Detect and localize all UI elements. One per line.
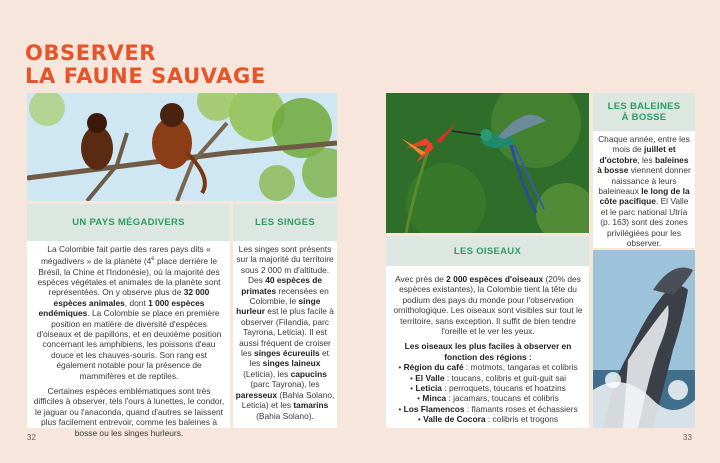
megadivers-paragraph-2: Certaines espèces emblématiques sont très difficiles à observer, tels l'ours à lunettes, le condor, le jaguar ou l'anaconda, quand d'autres se laissent plus facilement entrevoir, comme les baleines à bosse ou les singes hurleurs. bbox=[33, 386, 225, 438]
megadivers-heading: UN PAYS MÉGADIVERS bbox=[27, 204, 230, 241]
oiseaux-paragraph: Avec près de 2 000 espèces d'oiseaux (20% des espèces existantes), la Colombie tient la tête du podium des pays du monde pour l'observation ornithologique. Les oiseaux sont visibles sur tout le territoire, sans exception. Il suffit de bien tendre l'oreille et le ver les yeux. bbox=[393, 274, 583, 337]
singes-text: Les singes sont présents sur la majorité du territoire sous 2 000 m d'altitude. Des 40 espèces de primates recensées en Colombie, le singe hurleur est le plus facile à observer (Filandia, parc Tayrona, Leticia). Il est aussi fréquent de croiser les singes écureuils et les singes laineux (Leticia), les capucins (parc Tayrona), les paresseux (Bahia Solano, Leticia) et les tamarins (Bahia Solano). bbox=[235, 244, 335, 421]
region-item: • Minca : jacamars, toucans et colibris bbox=[417, 393, 559, 404]
region-item: • El Valle : toucans, colibris et guit-guit sai bbox=[409, 372, 567, 383]
region-item: • Valle de Cocora : colibris et trogons bbox=[417, 414, 559, 425]
region-item: • Leticia : perroquets, toucans et hoatzins bbox=[410, 383, 566, 394]
page-number-left: 32 bbox=[27, 433, 36, 442]
page-title bbox=[25, 42, 266, 88]
hummingbird-photo bbox=[386, 93, 589, 233]
title-line-1: OBSERVER bbox=[25, 41, 157, 65]
megadivers-paragraph-1: La Colombie fait partie des rares pays dits « mégadivers » de la planète (4e place derrière le Brésil, la Chine et l'Indonésie), où la majorité des espèces végétales et animales de la planète sont représentées. On y observe plus de 32 000 espèces animales, dont 1 000 espèces endémiques. La Colombie se place en première position en matière de diversité d'espèces d'oiseaux et de papillons, et en deuxième position concernant les amphibiens, les poissons d'eau douce et les chauves-souris. Son rang est également notable pour la présence de mammifères et de reptiles. bbox=[36, 244, 222, 381]
oiseaux-region-list bbox=[390, 362, 586, 424]
page-number-right: 33 bbox=[683, 433, 692, 442]
singes-heading: LES SINGES bbox=[233, 204, 337, 241]
oiseaux-text bbox=[390, 274, 586, 425]
oiseaux-intro: Les oiseaux les plus faciles à observer en fonction des régions : bbox=[404, 341, 572, 362]
baleines-heading: LES BALEINES À BOSSE bbox=[593, 93, 695, 131]
megadivers-text bbox=[33, 244, 225, 443]
region-item: • Région du café : motmots, tangaras et colibris bbox=[398, 362, 578, 373]
humpback-whale-photo bbox=[593, 250, 695, 428]
baleines-text: Chaque année, entre les mois de juillet et d'octobre, les baleines à bosse viennent donner naissance à leurs baleineaux le long de la côte pacifique. El Valle et le parc national Utría (p. 163) sont des zones privilégiées pour les observer. bbox=[597, 134, 691, 249]
howler-monkeys-photo bbox=[27, 93, 337, 201]
region-item: • Los Flamencos : flamants roses et échassiers bbox=[398, 403, 578, 414]
oiseaux-heading: LES OISEAUX bbox=[386, 236, 589, 266]
title-line-2: LA FAUNE SAUVAGE bbox=[25, 64, 266, 88]
